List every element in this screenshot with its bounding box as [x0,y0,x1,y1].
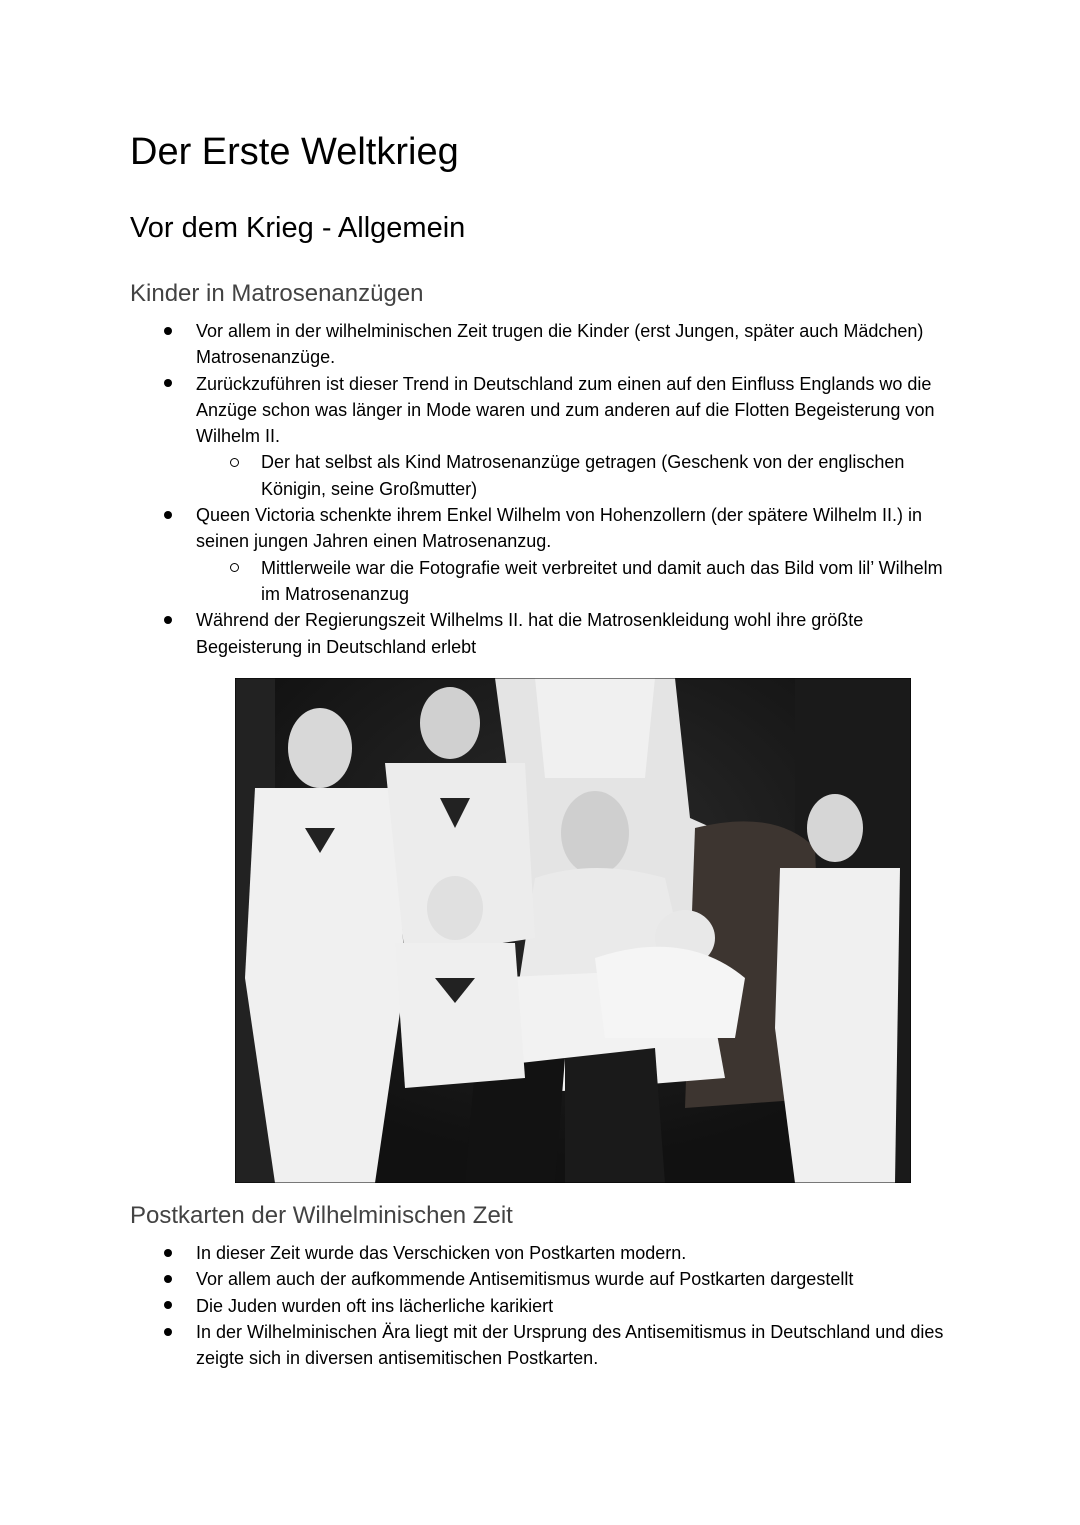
list-item [130,607,960,660]
list-item-text: In der Wilhelminischen Ära liegt mit der Ursprung des Antisemitismus in Deutschland und dies zeigte sich in diversen antisemitischen Postkarten. [196,1321,944,1369]
list-item-text: Der hat selbst als Kind Matrosenanzüge getragen (Geschenk von der englischen Königin, seine Großmutter) [261,452,905,499]
bullet-circle [224,555,244,581]
bullet-list-postkarten [130,1240,960,1371]
list-item [130,1293,960,1319]
section-heading: Vor dem Krieg - Allgemein [130,212,466,244]
list-item-nested [130,449,960,502]
list-item [130,318,960,371]
list-item [130,1266,960,1292]
list-item-text: Vor allem in der wilhelminischen Zeit trugen die Kinder (erst Jungen, später auch Mädchen) Matrosenanzüge. [196,321,924,368]
bullet-dot [158,1319,178,1345]
bullet-dot [158,371,178,397]
list-item [130,502,960,555]
bullet-dot [158,318,178,344]
document-title: Der Erste Weltkrieg [130,131,459,173]
list-item [130,1319,960,1372]
list-item-nested [130,555,960,608]
bullet-dot [158,1293,178,1319]
list-item-text: Queen Victoria schenkte ihrem Enkel Wilhelm von Hohenzollern (der spätere Wilhelm II.) in seinen jungen Jahren einen Matrosenanzug. [196,505,922,552]
list-item-text: Zurückzuführen ist dieser Trend in Deutschland zum einen auf den Einfluss Englands wo die Anzüge schon was länger in Mode waren und zum anderen auf die Flotten Begeisterung von Wilhelm II. [196,373,935,447]
list-item-text: In dieser Zeit wurde das Verschicken von Postkarten modern. [196,1243,687,1263]
bullet-circle [224,449,244,475]
subheading-postkarten: Postkarten der Wilhelminischen Zeit [130,1202,513,1229]
list-item-text: Mittlerweile war die Fotografie weit verbreitet und damit auch das Bild vom lil’ Wilhelm im Matrosenanzug [261,557,943,604]
bullet-list-matrosenanzuege [130,318,960,660]
list-item-text: Während der Regierungszeit Wilhelms II. hat die Matrosenkleidung wohl ihre größte Begeisterung in Deutschland erlebt [196,610,864,657]
list-item [130,1240,960,1266]
list-item-text: Die Juden wurden oft ins lächerliche karikiert [196,1295,554,1316]
bullet-dot [158,1240,178,1266]
bullet-dot [158,502,178,528]
family-photo [235,678,911,1183]
list-item-text: Vor allem auch der aufkommende Antisemitismus wurde auf Postkarten dargestellt [196,1269,854,1290]
list-item [130,371,960,450]
bullet-dot [158,1266,178,1292]
subheading-matrosenanzuege: Kinder in Matrosenanzügen [130,280,424,307]
bullet-dot [158,607,178,633]
